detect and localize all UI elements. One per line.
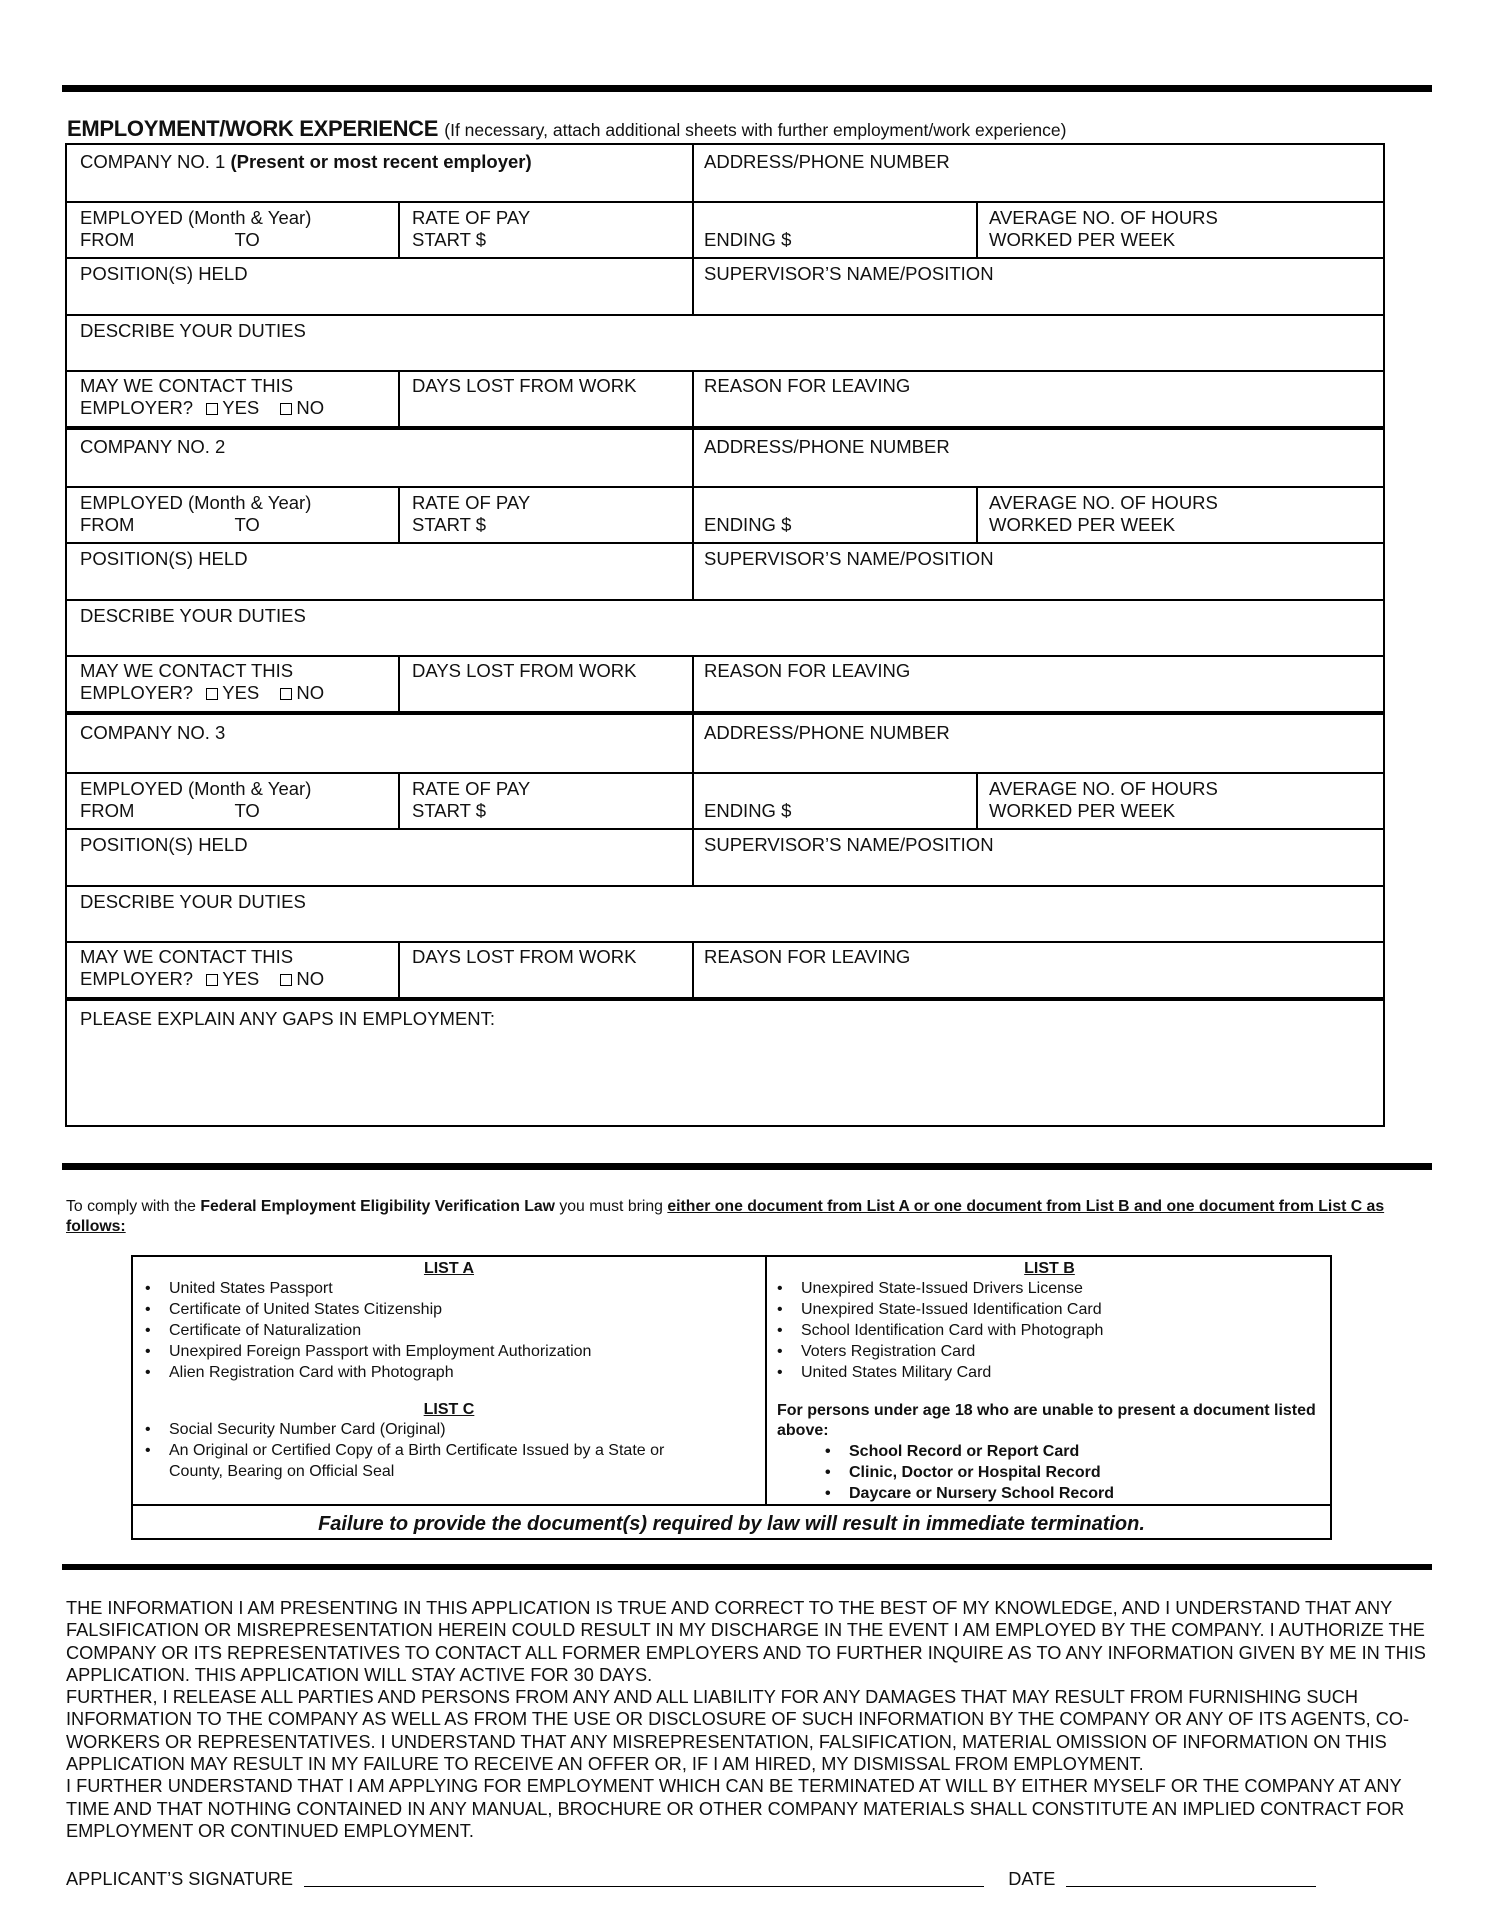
company1-label: COMPANY NO. 1 [80,151,226,172]
company3-hours-field[interactable] [989,778,1218,822]
legal-paragraph-3: I FURTHER UNDERSTAND THAT I AM APPLYING FOR EMPLOYMENT WHICH CAN BE TERMINATED AT WILL BY EITHER MYSELF OR THE COMPANY AT ANY TIME AND THAT NOTHING CONTAINED IN ANY MANUAL, BROCHURE OR OTHER COMPANY MATERIALS SHALL CONSTITUTE AN IMPLIED CONTRACT FOR EMPLOYMENT OR CONTINUED EMPLOYMENT. [66,1776,1405,1841]
company3-reason-field[interactable]: REASON FOR LEAVING [704,946,911,967]
company3-employed-field[interactable] [80,778,311,822]
list-item: • Social Security Number Card (Original) [135,1419,695,1440]
date-label: DATE [1008,1869,1056,1889]
employer-label: EMPLOYER? [80,968,194,989]
company1-positions-field[interactable]: POSITION(S) HELD [80,263,248,284]
list-item: • Certificate of Naturalization [135,1320,763,1341]
list-item: • School Identification Card with Photograph [767,1320,1332,1341]
middle-rule [62,1163,1432,1170]
avg-hours-label-2: WORKED PER WEEK [989,800,1176,821]
list-item: • Voters Registration Card [767,1341,1332,1362]
failure-notice: Failure to provide the document(s) required by law will result in immediate termination. [318,1513,1145,1535]
rate-of-pay-label: RATE OF PAY [412,207,531,228]
list-b [767,1260,1332,1504]
signature-row [66,1869,1316,1890]
may-contact-label: MAY WE CONTACT THIS [80,375,294,396]
company3-address-field[interactable]: ADDRESS/PHONE NUMBER [704,722,950,743]
list-item: • United States Passport [135,1278,763,1299]
may-contact-label: MAY WE CONTACT THIS [80,946,294,967]
rate-of-pay-label: RATE OF PAY [412,492,531,513]
yes-label: YES [222,968,260,989]
company1-reason-field[interactable]: REASON FOR LEAVING [704,375,911,396]
yes-checkbox[interactable] [206,403,218,415]
avg-hours-label: AVERAGE NO. OF HOURS [989,778,1218,799]
avg-hours-label: AVERAGE NO. OF HOURS [989,492,1218,513]
minor-note: For persons under age 18 who are unable to present a document listed above: [777,1402,1316,1439]
company2-positions-field[interactable]: POSITION(S) HELD [80,548,248,569]
yes-checkbox[interactable] [206,974,218,986]
no-checkbox[interactable] [280,974,292,986]
company3-positions-field[interactable]: POSITION(S) HELD [80,834,248,855]
list-b-title: LIST B [1024,1260,1075,1277]
list-item: • Certificate of United States Citizenship [135,1299,763,1320]
may-contact-label: MAY WE CONTACT THIS [80,660,294,681]
comply-law: Federal Employment Eligibility Verification Law [200,1198,555,1215]
company2-hours-field[interactable] [989,492,1218,536]
no-label: NO [296,968,325,989]
yes-label: YES [222,397,260,418]
company3-name-field[interactable]: COMPANY NO. 3 [80,722,226,743]
compliance-text [66,1197,1426,1237]
employer-label: EMPLOYER? [80,682,194,703]
company1-duties-field[interactable]: DESCRIBE YOUR DUTIES [80,320,306,341]
list-c-items [135,1419,695,1482]
comply-requirement: either one document from List A or one document from List B and one document from List C as follows: [66,1198,1385,1235]
to-label: TO [234,800,260,821]
company1-note: (Present or most recent employer) [230,151,532,172]
avg-hours-label: AVERAGE NO. OF HOURS [989,207,1218,228]
list-a [135,1260,763,1482]
start-pay-label: START $ [412,800,487,821]
comply-part1: To comply with the [66,1198,201,1215]
start-pay-label: START $ [412,229,487,250]
employed-label: EMPLOYED (Month & Year) [80,492,312,513]
list-item: • Alien Registration Card with Photograph [135,1362,763,1383]
signature-field[interactable] [304,1870,984,1887]
to-label: TO [234,514,260,535]
list-a-items [135,1278,763,1383]
company2-name-field[interactable]: COMPANY NO. 2 [80,436,226,457]
company2-days-lost-field[interactable]: DAYS LOST FROM WORK [412,660,637,681]
document-lists-box [131,1255,1332,1540]
company3-start-pay-field[interactable] [412,778,530,822]
company2-ending-pay-field[interactable]: ENDING $ [704,514,792,535]
company1-start-pay-field[interactable] [412,207,530,251]
list-item: • Unexpired State-Issued Identification Card [767,1299,1332,1320]
list-c-title: LIST C [423,1401,475,1418]
from-label: FROM [80,229,135,250]
bottom-rule [62,1564,1432,1570]
minor-items [767,1441,1332,1504]
date-field[interactable] [1066,1870,1316,1887]
company1-hours-field[interactable] [989,207,1218,251]
company3-ending-pay-field[interactable]: ENDING $ [704,800,792,821]
list-item: • Unexpired State-Issued Drivers License [767,1278,1332,1299]
company1-employed-field[interactable] [80,207,311,251]
company1-days-lost-field[interactable]: DAYS LOST FROM WORK [412,375,637,396]
start-pay-label: START $ [412,514,487,535]
list-b-items [767,1278,1332,1383]
signature-label: APPLICANT’S SIGNATURE [66,1869,294,1889]
certification-text [66,1597,1446,1842]
company3-duties-field[interactable]: DESCRIBE YOUR DUTIES [80,891,306,912]
company3-contact-field [80,946,324,990]
company2-start-pay-field[interactable] [412,492,530,536]
employed-label: EMPLOYED (Month & Year) [80,207,312,228]
company2-supervisor-field[interactable]: SUPERVISOR’S NAME/POSITION [704,548,994,569]
legal-paragraph-1: THE INFORMATION I AM PRESENTING IN THIS APPLICATION IS TRUE AND CORRECT TO THE BEST OF MY KNOWLEDGE, AND I UNDERSTAND THAT ANY FALSIFICATION OR MISREPRESENTATION HEREIN COULD RESULT IN MY DISCHARGE IN THE EVENT I AM EMPLOYED BY THE COMPANY. I AUTHORIZE THE COMPANY OR ITS REPRESENTATIVES TO CONTACT ALL FORMER EMPLOYERS AND TO FURTHER INQUIRE AS TO ANY INFORMATION GIVEN BY ME IN THIS APPLICATION. THIS APPLICATION WILL STAY ACTIVE FOR 30 DAYS. [66,1598,1426,1685]
company1-name-field[interactable] [80,151,532,173]
company2-address-field[interactable]: ADDRESS/PHONE NUMBER [704,436,950,457]
section-note: (If necessary, attach additional sheets with further employment/work experience) [444,120,1067,140]
no-checkbox[interactable] [280,688,292,700]
section-heading [67,116,1066,142]
company2-contact-field [80,660,324,704]
avg-hours-label-2: WORKED PER WEEK [989,229,1176,250]
section-title: EMPLOYMENT/WORK EXPERIENCE [67,116,439,141]
rate-of-pay-label: RATE OF PAY [412,778,531,799]
employment-grid [65,143,1385,1127]
yes-checkbox[interactable] [206,688,218,700]
company2-duties-field[interactable]: DESCRIBE YOUR DUTIES [80,605,306,626]
list-item: • School Record or Report Card [767,1441,1332,1462]
yes-label: YES [222,682,260,703]
company3-supervisor-field[interactable]: SUPERVISOR’S NAME/POSITION [704,834,994,855]
employed-label: EMPLOYED (Month & Year) [80,778,312,799]
comply-part2: you must bring [554,1198,668,1215]
top-rule [62,85,1432,92]
company1-ending-pay-field[interactable]: ENDING $ [704,229,792,250]
legal-paragraph-2: FURTHER, I RELEASE ALL PARTIES AND PERSONS FROM ANY AND ALL LIABILITY FOR ANY DAMAGES THAT MAY RESULT FROM FURNISHING SUCH INFORMATION TO THE COMPANY AS WELL AS FROM THE USE OR DISCLOSURE OF SUCH INFORMATION BY THE COMPANY OR ANY OF ITS AGENTS, CO-WORKERS OR REPRESENTATIVES. I UNDERSTAND THAT ANY MISREPRESENTATION, FALSIFICATION, MATERIAL OMISSION OF INFORMATION ON THIS APPLICATION MAY RESULT IN MY FAILURE TO RECEIVE AN OFFER OR, IF I AM HIRED, MY DISMISSAL FROM EMPLOYMENT. [66,1687,1410,1775]
company1-contact-field [80,375,324,419]
gaps-field[interactable]: PLEASE EXPLAIN ANY GAPS IN EMPLOYMENT: [80,1008,496,1029]
avg-hours-label-2: WORKED PER WEEK [989,514,1176,535]
list-item: • Clinic, Doctor or Hospital Record [767,1462,1332,1483]
no-label: NO [296,397,325,418]
company3-days-lost-field[interactable]: DAYS LOST FROM WORK [412,946,637,967]
no-label: NO [296,682,325,703]
company2-reason-field[interactable]: REASON FOR LEAVING [704,660,911,681]
from-label: FROM [80,514,135,535]
to-label: TO [234,229,260,250]
company1-address-field[interactable]: ADDRESS/PHONE NUMBER [704,151,950,172]
list-item: • Unexpired Foreign Passport with Employment Authorization [135,1341,763,1362]
list-item: • An Original or Certified Copy of a Birth Certificate Issued by a State or County, Bearing on Official Seal [135,1440,695,1482]
list-item: • United States Military Card [767,1362,1332,1383]
company1-supervisor-field[interactable]: SUPERVISOR’S NAME/POSITION [704,263,994,284]
no-checkbox[interactable] [280,403,292,415]
from-label: FROM [80,800,135,821]
company2-employed-field[interactable] [80,492,311,536]
list-a-title: LIST A [423,1260,475,1277]
employer-label: EMPLOYER? [80,397,194,418]
list-item: • Daycare or Nursery School Record [767,1483,1332,1504]
